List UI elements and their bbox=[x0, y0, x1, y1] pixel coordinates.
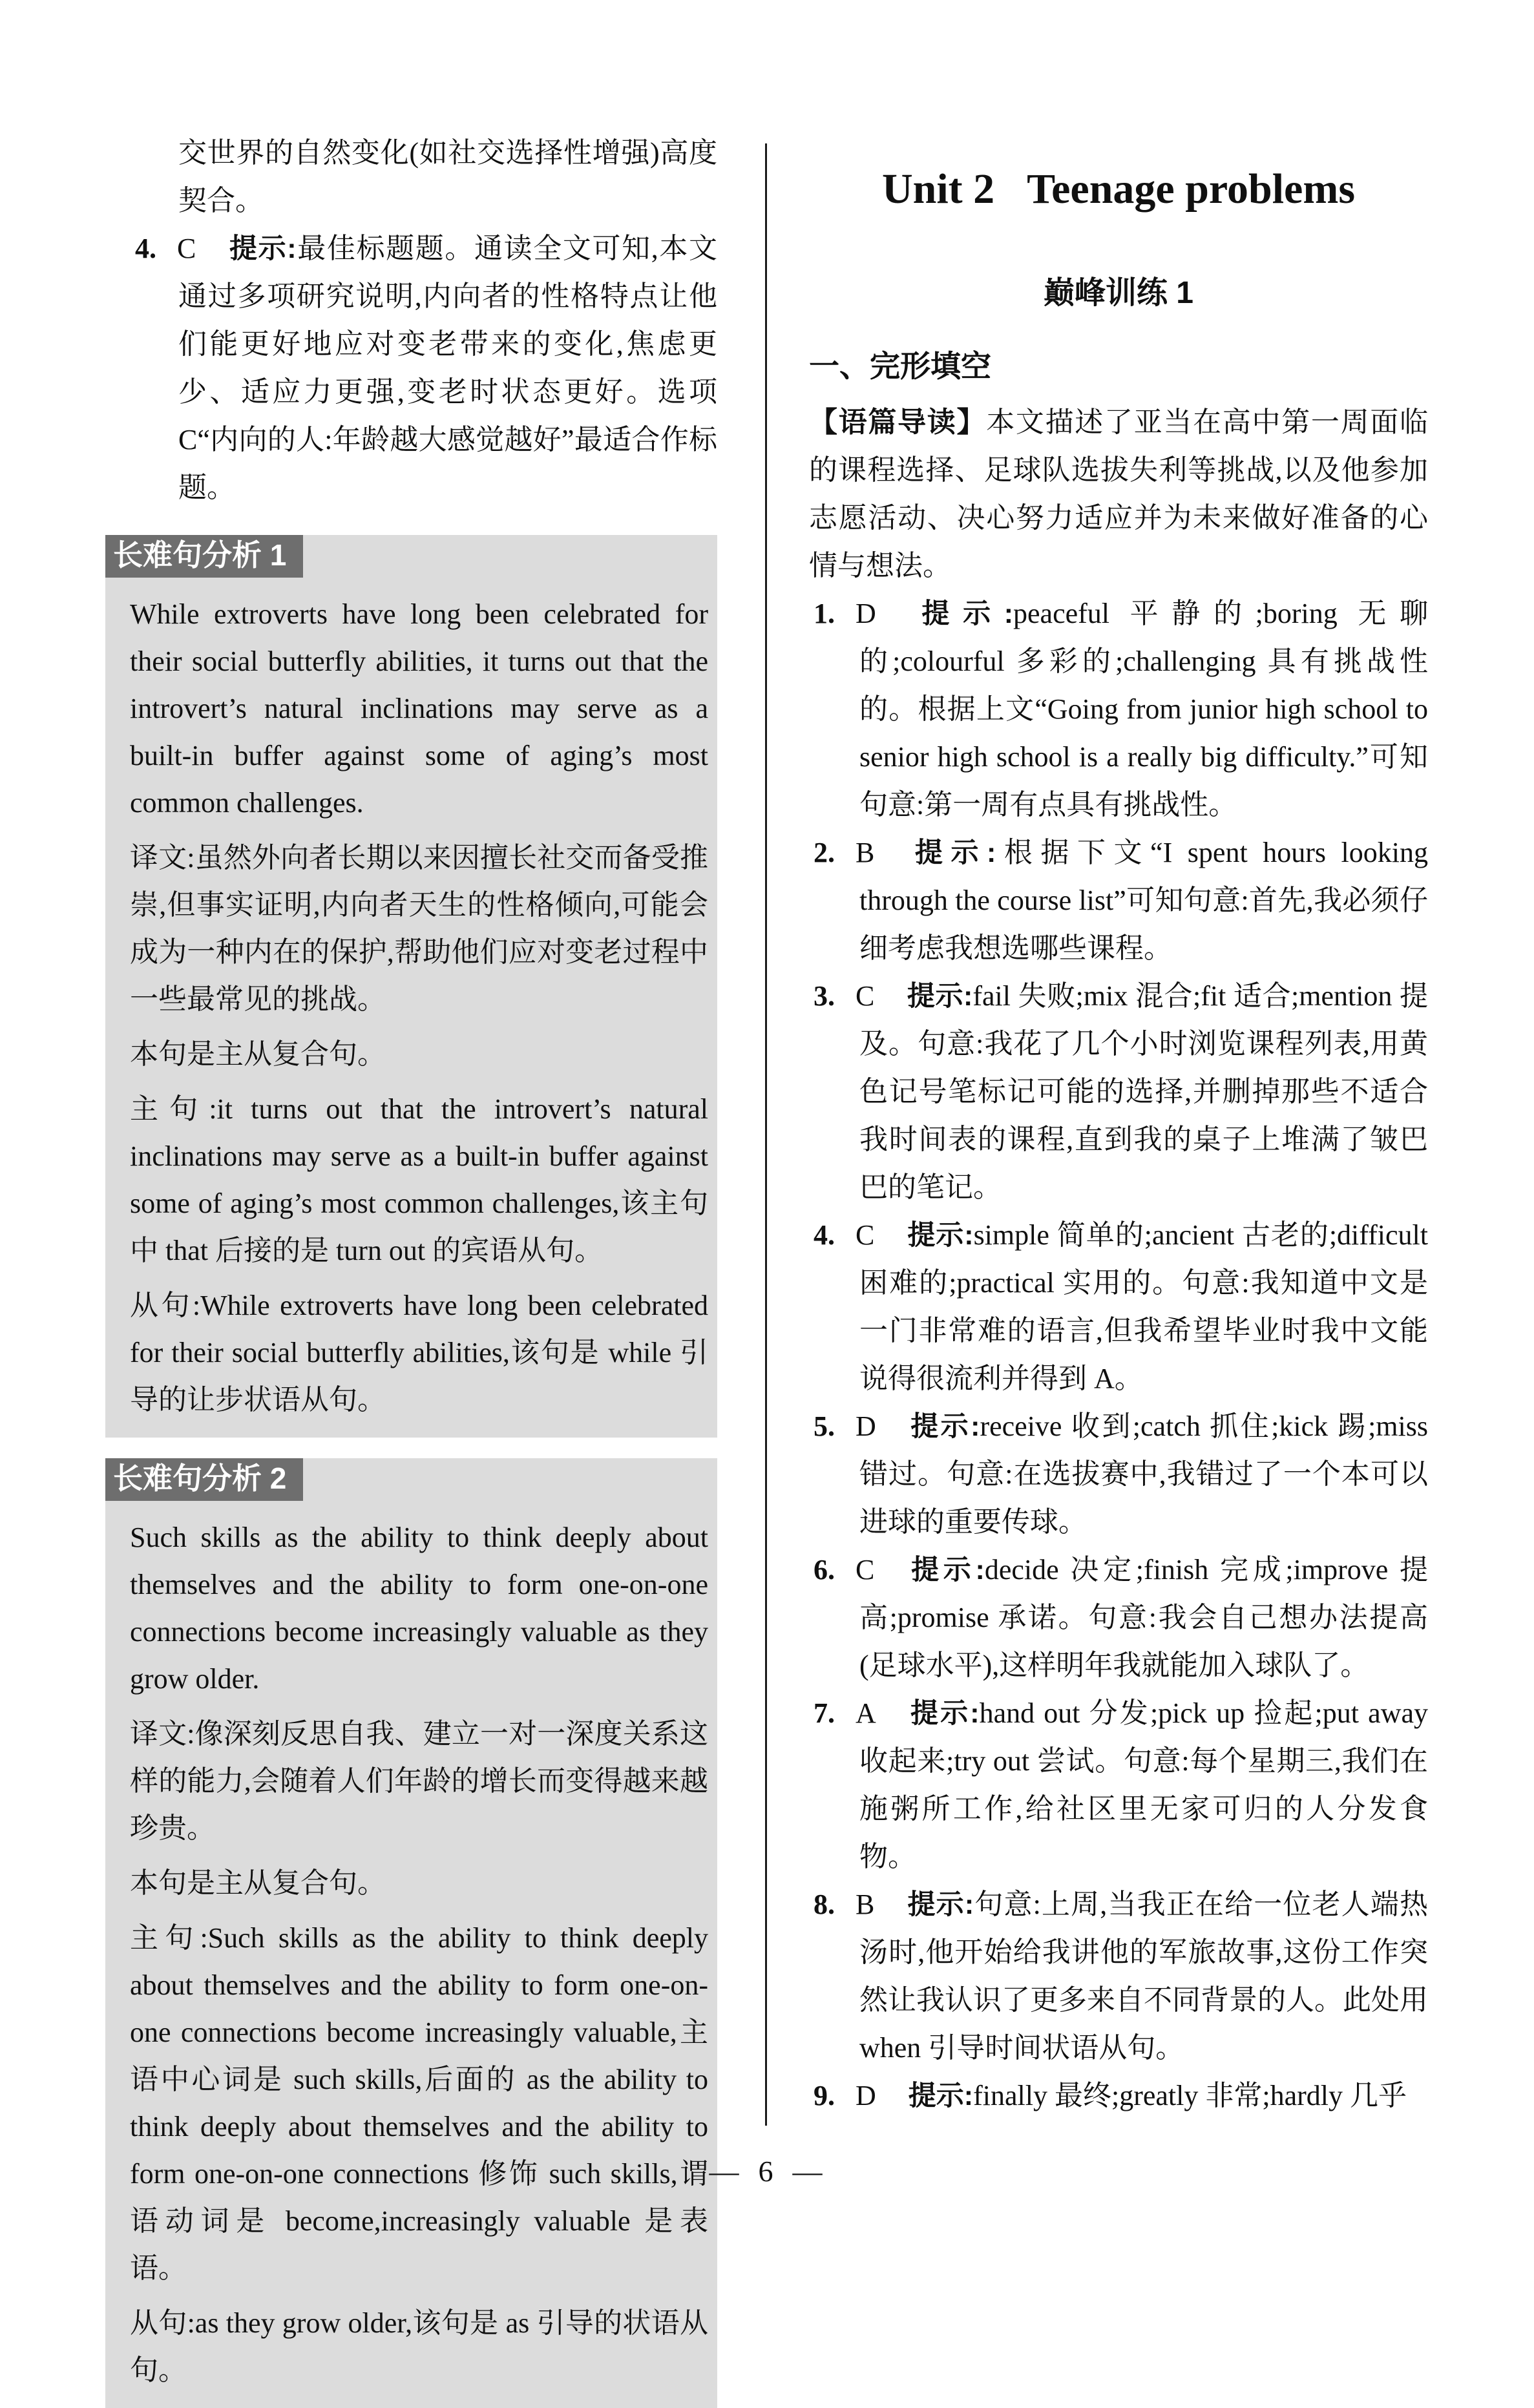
tip-label: 提示: bbox=[907, 1889, 974, 1920]
item-text: 句意:上周,当我正在给一位老人端热汤时,他开始给我讲他的军旅故事,这份工作突然让我认识了更多来自不同背景的人。此处用 when 引导时间状语从句。 bbox=[859, 1888, 1428, 2064]
intro-label: 【语篇导读】 bbox=[809, 406, 987, 438]
analysis-2-english-sentence: Such skills as the ability to think deeply about themselves and the ability to form one-on-one connections become increasingly valuable as they grow older. bbox=[130, 1521, 708, 1695]
tip-label: 提示: bbox=[228, 233, 297, 264]
column-divider bbox=[765, 143, 767, 2126]
analysis-box-2 bbox=[105, 1458, 717, 2408]
footer-dash-left: — bbox=[709, 2155, 739, 2188]
item-answer: B bbox=[856, 1888, 875, 1920]
item-number: 5. bbox=[814, 1410, 835, 1442]
item-text: 最佳标题题。通读全文可知,本文通过多项研究说明,内向者的性格特点让他们能更好地应对变老带来的变化,焦虑更少、适应力更强,变老时状态更好。选项 C“内向的人:年龄越大感觉越好”最适合作标题。 bbox=[178, 233, 718, 503]
item-number: 3. bbox=[814, 979, 835, 1012]
analysis-1-structure-note: 本句是主从复合句。 bbox=[130, 1038, 386, 1070]
item-answer: A bbox=[856, 1697, 876, 1729]
section-title: 一、完形填空 bbox=[809, 348, 991, 383]
item-text: hand out 分发;pick up 捡起;put away 收起来;try out 尝试。句意:每个星期三,我们在施粥所工作,给社区里无家可归的人分发食物。 bbox=[859, 1697, 1428, 1872]
tip-label: 提示: bbox=[908, 1697, 980, 1729]
item-number: 2. bbox=[814, 836, 835, 868]
page-footer bbox=[666, 2154, 866, 2188]
tip-label: 提示: bbox=[907, 837, 996, 868]
intro-paragraph bbox=[809, 399, 1428, 590]
training-title: 巅峰训练 1 bbox=[1043, 276, 1194, 311]
left-column bbox=[105, 129, 717, 2408]
unit-name: Teenage problems bbox=[1027, 165, 1356, 213]
answer-item-8 bbox=[809, 1881, 1428, 2072]
answer-item-6 bbox=[809, 1546, 1428, 1690]
item-text: finally 最终;greatly 非常;hardly 几乎 bbox=[973, 2079, 1407, 2111]
analysis-box-1 bbox=[105, 535, 717, 1438]
analysis-2-main-clause: 主句:Such skills as the ability to think deeply about themselves and the ability to form one-on-one connections become increasingly valuable,主语中心词是 such skills,后面的 as the ability to think deeply about themselves and the ability to form one-on-one connections 修饰 such skills,谓语动词是 become,increasingly valuable 是表语。 bbox=[130, 1921, 708, 2284]
unit-title bbox=[809, 163, 1428, 215]
item-answer: D bbox=[856, 1410, 876, 1442]
analysis-1-english-sentence: While extroverts have long been celebrated for their social butterfly abilities, it turns out that the introvert’s natural inclinations may serve as a built-in buffer against some of aging’s most common challenges. bbox=[130, 598, 708, 819]
answer-list bbox=[809, 590, 1428, 2120]
intro-text: 本文描述了亚当在高中第一周面临的课程选择、足球队选拔失利等挑战,以及他参加志愿活动、决心努力适应并为未来做好准备的心情与想法。 bbox=[809, 406, 1429, 581]
footer-dash-right: — bbox=[792, 2155, 823, 2188]
answer-item-9 bbox=[809, 2072, 1428, 2120]
item-number: 1. bbox=[814, 597, 835, 629]
answer-item-4-left bbox=[105, 225, 717, 512]
item-number: 4. bbox=[814, 1219, 835, 1251]
analysis-box-2-title: 长难句分析 2 bbox=[105, 1458, 303, 1501]
analysis-2-translation: 译文:像深刻反思自我、建立一对一深度关系这样的能力,会随着人们年龄的增长而变得越来越珍贵。 bbox=[130, 1717, 708, 1844]
answer-item-4 bbox=[809, 1211, 1428, 1403]
item-answer: C bbox=[856, 1219, 875, 1251]
answer-item-3 bbox=[809, 972, 1428, 1211]
tip-label: 提示: bbox=[908, 2080, 974, 2111]
tip-label: 提示: bbox=[907, 1554, 985, 1586]
item-number: 4. bbox=[135, 233, 156, 264]
unit-number: Unit 2 bbox=[881, 165, 995, 213]
analysis-2-structure-note: 本句是主从复合句。 bbox=[130, 1867, 386, 1899]
analysis-1-main-clause: 主句:it turns out that the introvert’s natural inclinations may serve as a built-in buffer against some of aging’s most common challenges,该主句中 that 后接的是 turn out 的宾语从句。 bbox=[130, 1093, 708, 1266]
tip-label: 提示: bbox=[908, 598, 1014, 629]
item-number: 9. bbox=[814, 2079, 835, 2111]
tip-label: 提示: bbox=[907, 1219, 974, 1251]
answer-item-7 bbox=[809, 1690, 1428, 1881]
item-text: fail 失败;mix 混合;fit 适合;mention 提及。句意:我花了几个小时浏览课程列表,用黄色记号笔标记可能的选择,并删掉那些不适合我时间表的课程,直到我的桌子上堆满了皱巴巴的笔记。 bbox=[859, 979, 1428, 1203]
item-number: 8. bbox=[814, 1888, 835, 1920]
item-answer: C bbox=[177, 233, 196, 264]
item-text: simple 简单的;ancient 古老的;difficult 困难的;practical 实用的。句意:我知道中文是一门非常难的语言,但我希望毕业时我中文能说得很流利并得到 A。 bbox=[859, 1219, 1428, 1394]
analysis-box-1-title: 长难句分析 1 bbox=[105, 535, 303, 578]
item-answer: C bbox=[856, 1553, 875, 1586]
analysis-1-sub-clause: 从句:While extroverts have long been celebrated for their social butterfly abilities,该句是 while 引导的让步状语从句。 bbox=[130, 1289, 708, 1416]
item-answer: D bbox=[856, 597, 876, 629]
answer-item-1 bbox=[809, 590, 1428, 829]
item-answer: C bbox=[856, 979, 875, 1012]
item-text: decide 决定;finish 完成;improve 提高;promise 承诺。句意:我会自己想办法提高(足球水平),这样明年我就能加入球队了。 bbox=[859, 1553, 1428, 1681]
tip-label: 提示: bbox=[907, 980, 973, 1012]
item-answer: D bbox=[856, 2079, 876, 2111]
item-answer: B bbox=[856, 836, 875, 868]
page-number: 6 bbox=[758, 2155, 773, 2188]
item-text: 根据下文“I spent hours looking through the course list”可知句意:首先,我必须仔细考虑我想选哪些课程。 bbox=[859, 836, 1428, 964]
answer-item-5 bbox=[809, 1403, 1428, 1546]
tip-label: 提示: bbox=[908, 1410, 980, 1442]
continuation-paragraph: 交世界的自然变化(如社交选择性增强)高度契合。 bbox=[178, 137, 717, 216]
item-number: 7. bbox=[814, 1697, 835, 1729]
item-text: peaceful 平静的;boring 无聊的;colourful 多彩的;challenging 具有挑战性的。根据上文“Going from junior high school to senior high school is a really big difficulty.”可知句意:第一周有点具有挑战性。 bbox=[859, 597, 1428, 821]
item-number: 6. bbox=[814, 1553, 835, 1586]
item-text: receive 收到;catch 抓住;kick 踢;miss 错过。句意:在选拔赛中,我错过了一个本可以进球的重要传球。 bbox=[859, 1410, 1428, 1538]
analysis-1-translation: 译文:虽然外向者长期以来因擅长社交而备受推崇,但事实证明,内向者天生的性格倾向,可能会成为一种内在的保护,帮助他们应对变老过程中一些最常见的挑战。 bbox=[130, 841, 708, 1015]
analysis-2-sub-clause: 从句:as they grow older,该句是 as 引导的状语从句。 bbox=[130, 2307, 708, 2386]
answer-item-2 bbox=[809, 829, 1428, 972]
right-column bbox=[809, 163, 1428, 2120]
